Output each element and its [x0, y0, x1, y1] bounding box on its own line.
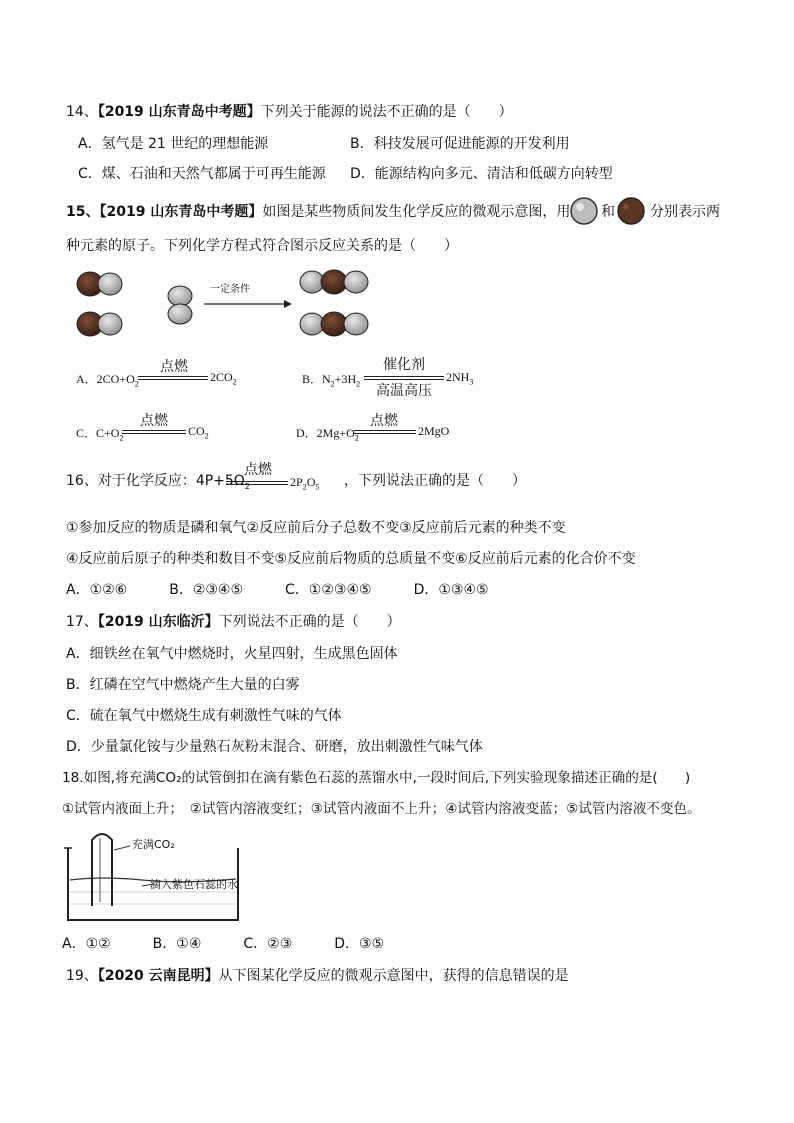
q14-source-tag: 【2019 山东青岛中考题】	[97, 104, 261, 120]
q15-c-reactants: C．C+O	[76, 426, 120, 440]
gray-atom-legend-icon	[569, 196, 599, 226]
q17-option-d: D．少量氯化铵与少量熟石灰粉末混合、研磨，放出刺激性气味气体	[66, 739, 483, 755]
q15-a-reactants: A．2CO+O	[76, 372, 135, 386]
reactant-molecule-3	[168, 286, 192, 324]
q19-number: 19、	[66, 968, 98, 984]
q17-option-b: B．红磷在空气中燃烧产生大量的白雾	[66, 677, 300, 693]
q17-question: 下列说法不正确的是（ ）	[218, 614, 401, 630]
q16-stem: 16、对于化学反应：$4P+5O_2$	[66, 473, 250, 491]
q15-and: 和	[601, 204, 615, 220]
q15-stem	[66, 202, 570, 222]
q19-question: 从下图某化学反应的微观示意图中，获得的信息错误的是	[218, 968, 569, 984]
q19-source-tag: 【2020 云南昆明】	[97, 968, 219, 984]
q15-number: 15、	[66, 204, 100, 220]
q14-number: 14、	[66, 104, 98, 120]
q15-question-line2: 种元素的原子。下列化学方程式符合图示反应关系的是（ ）	[66, 238, 458, 254]
reaction-diagram	[72, 266, 392, 346]
q14-option-c: C．煤、石油和天然气都属于可再生能源	[78, 166, 326, 182]
q18-stem: 18.如图,将充满CO₂的试管倒扣在滴有紫色石蕊的蒸馏水中,一段时间后,下列实验现象描述正确的是( )	[62, 770, 691, 786]
product-molecule-1	[300, 270, 368, 294]
q14-option-d: D．能源结构向多元、清洁和低碳方向转型	[350, 166, 613, 182]
brown-atom-legend-icon	[616, 196, 646, 226]
q14-question: 下列关于能源的说法不正确的是（ ）	[260, 104, 513, 120]
q15-question-part2: 分别表示两	[650, 204, 720, 220]
q15-b-product: 2NH	[446, 370, 470, 384]
q15-question-part1: 如图是某些物质间发生化学反应的微观示意图，用	[262, 204, 571, 220]
q18-phenomena: ①试管内液面上升； ②试管内溶液变红；③试管内液面不上升；④试管内溶液变蓝；⑤试管内溶液不变色。	[62, 801, 701, 817]
q17-option-c: C．硫在氧气中燃烧生成有刺激性气味的气体	[66, 708, 342, 724]
q16-stem-reactants: 16、对于化学反应：4P+5O	[66, 473, 245, 489]
q15-d-product: 2MgO	[418, 424, 450, 438]
q15-b-condition-bottom: 高温高压	[376, 383, 432, 399]
q18-options: A．①② B．①④ C．②③ D．③⑤	[62, 936, 385, 952]
label-tube-co2: 充满CO₂	[132, 838, 175, 851]
reactant-molecule-2	[77, 312, 122, 336]
q17-stem	[66, 612, 401, 632]
q16-condition: 点燃	[244, 462, 272, 478]
arrow-condition-label: 一定条件	[210, 284, 250, 295]
q15-c-product: CO	[188, 424, 205, 438]
q14-option-b: B．科技发展可促进能源的开发利用	[350, 136, 570, 152]
q17-source-tag: 【2019 山东临沂】	[97, 614, 219, 630]
q16-statement-line1: ①参加反应的物质是磷和氧气②反应前后分子总数不变③反应前后元素的种类不变	[66, 520, 566, 536]
q17-number: 17、	[66, 614, 98, 630]
q16-options: A．①②⑥ B．②③④⑤ C．①②③④⑤ D．①③④⑤	[66, 582, 489, 598]
product-molecule-2	[300, 312, 368, 336]
q15-b-condition-top: 催化剂	[383, 357, 425, 373]
q15-a-condition: 点燃	[160, 359, 188, 375]
q15-c-condition: 点燃	[140, 413, 168, 429]
reactant-molecule-1	[77, 272, 122, 296]
q15-d-reactants: D．2Mg+O	[296, 426, 355, 440]
q15-b-reactants: B．N	[302, 372, 331, 386]
q15-d-condition: 点燃	[370, 413, 398, 429]
q19-stem	[66, 966, 569, 986]
q16-statement-line2: ④反应前后原子的种类和数目不变⑤反应前后物质的总质量不变⑥反应前后元素的化合价不变	[66, 551, 636, 567]
q16-stem-tail: ，下列说法正确的是（ ）	[344, 473, 526, 489]
q15-a-product: 2CO	[210, 370, 233, 384]
q14-option-a: A．氢气是 21 世纪的理想能源	[78, 136, 269, 152]
label-litmus-water: 滴入紫色石蕊的水	[150, 878, 238, 891]
q14-stem	[66, 102, 513, 122]
q15-source-tag: 【2019 山东青岛中考题】	[99, 204, 263, 220]
q17-option-a: A．细铁丝在氧气中燃烧时，火星四射，生成黑色固体	[66, 646, 398, 662]
q16-product: 2P	[290, 475, 303, 489]
